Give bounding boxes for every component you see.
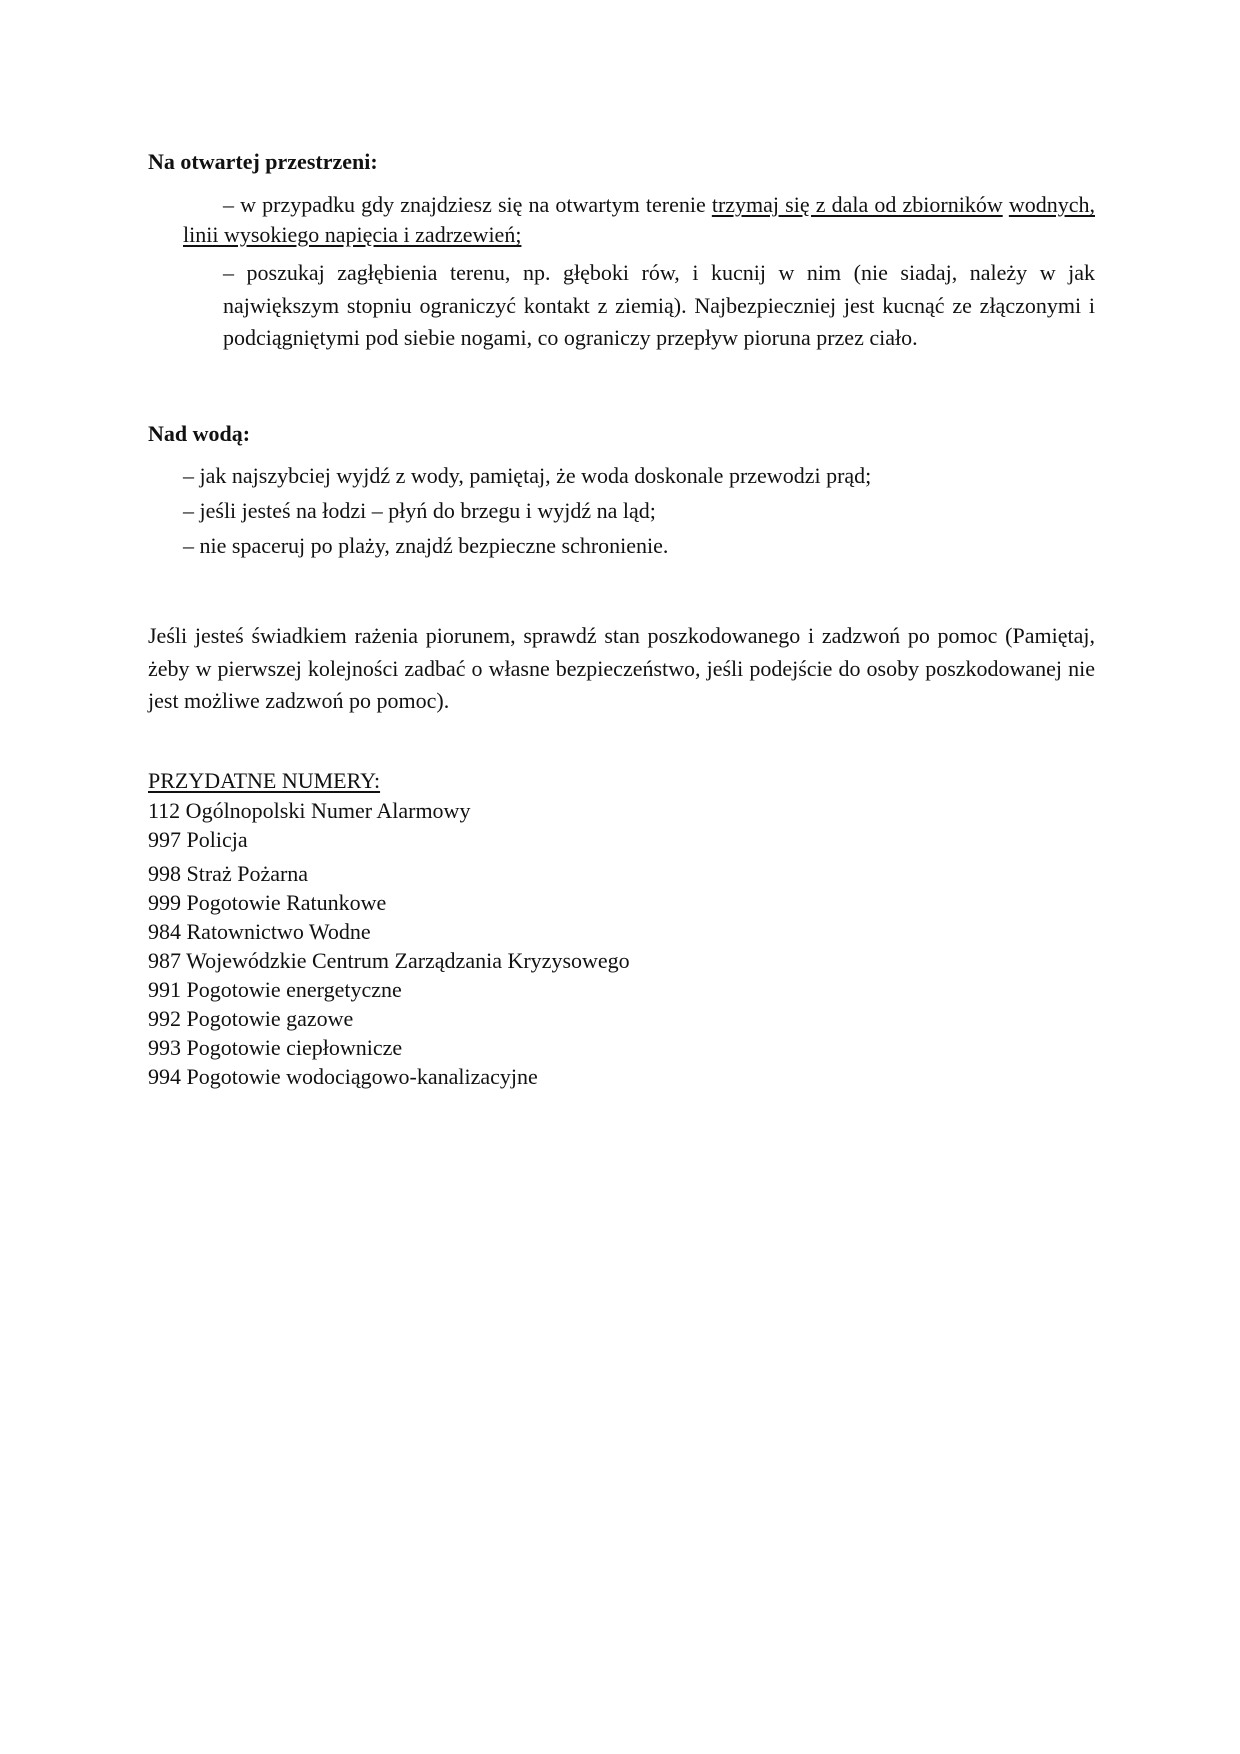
water-item-3: – nie spaceruj po plaży, znajdź bezpieczne schronienie. [183,533,669,558]
numbers-heading: PRZYDATNE NUMERY: [148,768,381,793]
open-space-item-1-underlined-b: wodnych, linii wysokiego napięcia i zadrzewień; [183,192,1095,247]
number-item: 998 Straż Pożarna [148,861,309,886]
water-item-1: – jak najszybciej wyjdź z wody, pamiętaj, że woda doskonale przewodzi prąd; [183,463,872,488]
number-item: 992 Pogotowie gazowe [148,1006,354,1031]
open-space-item-2: – poszukaj zagłębienia terenu, np. głęboki rów, i kucnij w nim (nie siadaj, należy w jak największym stopniu ograniczyć kontakt z ziemią). Najbezpieczniej jest kucnąć ze złączonymi i podciągniętymi pod siebie nogami, co ograniczy przepływ pioruna przez ciało. [223,260,1095,350]
number-item: 987 Wojewódzkie Centrum Zarządzania Kryzysowego [148,948,630,973]
number-item: 999 Pogotowie Ratunkowe [148,890,387,915]
open-space-item-1 [183,190,1095,250]
section-heading-open-space: Na otwartej przestrzeni: [148,149,378,174]
number-item: 991 Pogotowie energetyczne [148,977,402,1002]
number-item: 112 Ogólnopolski Numer Alarmowy [148,798,471,823]
water-item-2: – jeśli jesteś na łodzi – płyń do brzegu i wyjdź na ląd; [183,498,656,523]
number-item: 993 Pogotowie ciepłownicze [148,1035,403,1060]
number-item: 994 Pogotowie wodociągowo-kanalizacyjne [148,1064,538,1089]
number-item: 984 Ratownictwo Wodne [148,919,371,944]
section-heading-water: Nad wodą: [148,421,251,446]
open-space-item-1-underlined-a: trzymaj się z dala od zbiorników [711,192,1003,217]
open-space-item-1-lead: – w przypadku gdy znajdziesz się na otwartym terenie [223,192,712,217]
number-item: 997 Policja [148,827,248,852]
witness-paragraph: Jeśli jesteś świadkiem rażenia piorunem, sprawdź stan poszkodowanego i zadzwoń po pomoc (Pamiętaj, żeby w pierwszej kolejności zadbać o własne bezpieczeństwo, jeśli podejście do osoby poszkodowanej nie jest możliwe zadzwoń po pomoc). [148,623,1095,713]
